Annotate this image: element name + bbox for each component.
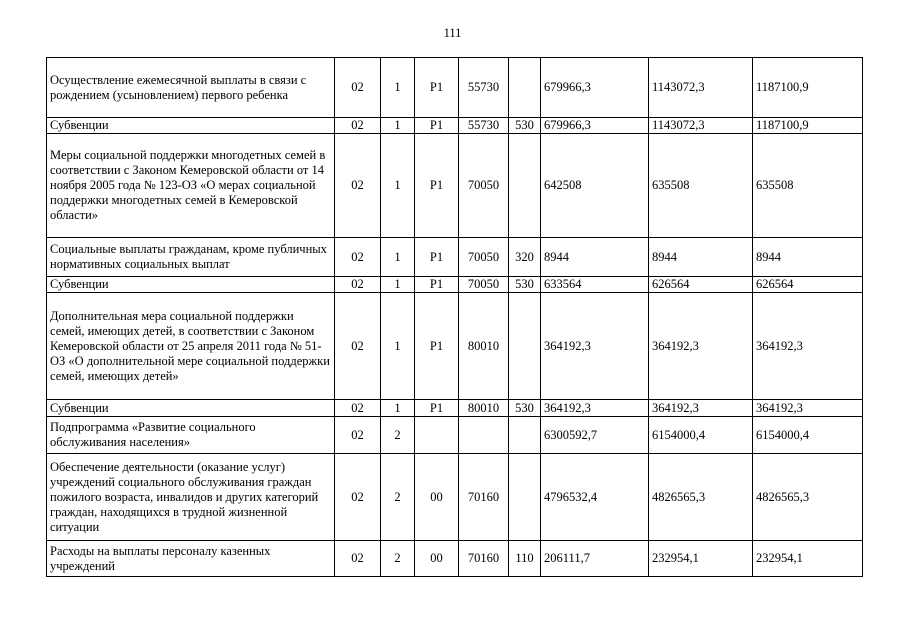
cell-program: 00 (415, 454, 459, 541)
cell-expense-type (509, 417, 541, 454)
cell-value-1: 4796532,4 (541, 454, 649, 541)
row-name: Подпрограмма «Развитие социального обслуживания населения» (47, 417, 335, 454)
row-name: Субвенции (47, 277, 335, 293)
cell-direction: 70050 (459, 277, 509, 293)
row-name: Обеспечение деятельности (оказание услуг) учреждений социального обслуживания граждан пожилого возраста, инвалидов и других категорий граждан, находящихся в трудной жизненной ситуации (47, 454, 335, 541)
cell-value-1: 633564 (541, 277, 649, 293)
cell-section: 02 (335, 541, 381, 577)
cell-value-3: 364192,3 (753, 400, 863, 417)
cell-value-2: 635508 (649, 134, 753, 238)
cell-value-3: 4826565,3 (753, 454, 863, 541)
cell-value-2: 626564 (649, 277, 753, 293)
row-name: Социальные выплаты гражданам, кроме публичных нормативных социальных выплат (47, 238, 335, 277)
cell-expense-type (509, 454, 541, 541)
table-row (47, 454, 863, 541)
cell-value-2: 364192,3 (649, 400, 753, 417)
cell-value-3: 364192,3 (753, 293, 863, 400)
cell-subsection: 1 (381, 277, 415, 293)
budget-table (46, 57, 863, 577)
cell-subsection: 1 (381, 293, 415, 400)
table-row (47, 417, 863, 454)
cell-direction: 80010 (459, 293, 509, 400)
cell-subsection: 1 (381, 238, 415, 277)
cell-direction: 55730 (459, 118, 509, 134)
cell-value-2: 232954,1 (649, 541, 753, 577)
cell-value-3: 232954,1 (753, 541, 863, 577)
cell-direction: 70160 (459, 541, 509, 577)
cell-subsection: 2 (381, 417, 415, 454)
cell-program: Р1 (415, 400, 459, 417)
cell-program: Р1 (415, 293, 459, 400)
table-row (47, 541, 863, 577)
cell-expense-type: 530 (509, 277, 541, 293)
cell-section: 02 (335, 417, 381, 454)
cell-direction: 70050 (459, 134, 509, 238)
row-name: Субвенции (47, 118, 335, 134)
cell-value-1: 679966,3 (541, 118, 649, 134)
cell-value-2: 1143072,3 (649, 118, 753, 134)
cell-value-3: 8944 (753, 238, 863, 277)
cell-value-1: 364192,3 (541, 293, 649, 400)
cell-value-3: 1187100,9 (753, 58, 863, 118)
row-name: Осуществление ежемесячной выплаты в связи с рождением (усыновлением) первого ребенка (47, 58, 335, 118)
cell-value-1: 8944 (541, 238, 649, 277)
row-name: Субвенции (47, 400, 335, 417)
row-name: Расходы на выплаты персоналу казенных учреждений (47, 541, 335, 577)
cell-expense-type (509, 293, 541, 400)
cell-expense-type (509, 134, 541, 238)
cell-section: 02 (335, 58, 381, 118)
cell-section: 02 (335, 400, 381, 417)
cell-expense-type: 530 (509, 118, 541, 134)
cell-section: 02 (335, 134, 381, 238)
table-row (47, 400, 863, 417)
cell-expense-type: 110 (509, 541, 541, 577)
cell-program: Р1 (415, 134, 459, 238)
cell-subsection: 2 (381, 541, 415, 577)
table-row (47, 134, 863, 238)
cell-program: Р1 (415, 277, 459, 293)
cell-value-3: 635508 (753, 134, 863, 238)
table-row (47, 277, 863, 293)
cell-program: Р1 (415, 238, 459, 277)
cell-subsection: 1 (381, 400, 415, 417)
row-name: Дополнительная мера социальной поддержки семей, имеющих детей, в соответствии с Законом Кемеровской области от 25 апреля 2011 года № 51-ОЗ «О дополнительной мере социальной поддержки семей, имеющих детей» (47, 293, 335, 400)
cell-section: 02 (335, 277, 381, 293)
table-row (47, 58, 863, 118)
cell-direction: 70160 (459, 454, 509, 541)
page-number: 111 (443, 26, 462, 40)
cell-expense-type (509, 58, 541, 118)
cell-subsection: 2 (381, 454, 415, 541)
cell-value-2: 1143072,3 (649, 58, 753, 118)
cell-value-1: 6300592,7 (541, 417, 649, 454)
cell-value-3: 1187100,9 (753, 118, 863, 134)
cell-value-1: 364192,3 (541, 400, 649, 417)
cell-value-2: 6154000,4 (649, 417, 753, 454)
cell-value-3: 626564 (753, 277, 863, 293)
table-row (47, 293, 863, 400)
table-row (47, 118, 863, 134)
cell-expense-type: 320 (509, 238, 541, 277)
cell-section: 02 (335, 454, 381, 541)
cell-section: 02 (335, 118, 381, 134)
cell-subsection: 1 (381, 58, 415, 118)
cell-program (415, 417, 459, 454)
cell-value-1: 679966,3 (541, 58, 649, 118)
cell-program: Р1 (415, 58, 459, 118)
cell-section: 02 (335, 238, 381, 277)
cell-subsection: 1 (381, 118, 415, 134)
cell-value-2: 4826565,3 (649, 454, 753, 541)
cell-direction: 80010 (459, 400, 509, 417)
table-row (47, 238, 863, 277)
cell-direction: 55730 (459, 58, 509, 118)
cell-value-1: 642508 (541, 134, 649, 238)
cell-direction (459, 417, 509, 454)
cell-program: Р1 (415, 118, 459, 134)
cell-subsection: 1 (381, 134, 415, 238)
row-name: Меры социальной поддержки многодетных семей в соответствии с Законом Кемеровской области от 14 ноября 2005 года № 123-ОЗ «О мерах социальной поддержки многодетных семей в Кемеровской области» (47, 134, 335, 238)
cell-value-3: 6154000,4 (753, 417, 863, 454)
cell-direction: 70050 (459, 238, 509, 277)
cell-section: 02 (335, 293, 381, 400)
cell-expense-type: 530 (509, 400, 541, 417)
cell-program: 00 (415, 541, 459, 577)
cell-value-2: 8944 (649, 238, 753, 277)
cell-value-2: 364192,3 (649, 293, 753, 400)
cell-value-1: 206111,7 (541, 541, 649, 577)
